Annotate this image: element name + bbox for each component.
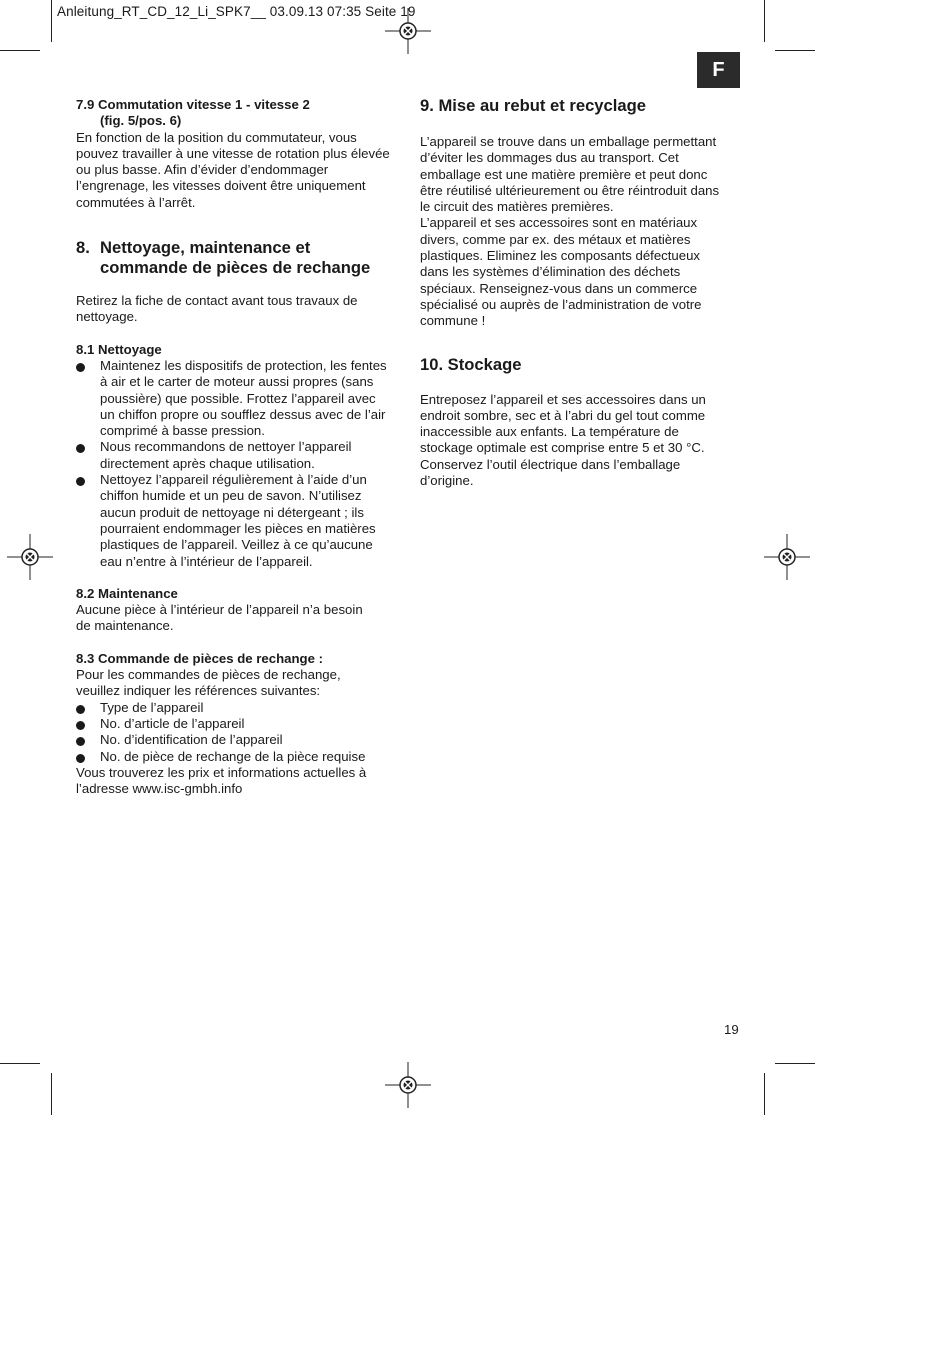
body-line: Type de l’appareil — [100, 699, 204, 715]
crop-mark — [775, 1063, 815, 1064]
body-line: l’adresse www.isc-gmbh.info — [76, 781, 243, 797]
registration-mark-icon — [764, 534, 810, 580]
bullet-icon — [76, 363, 85, 372]
body-line: chiffon humide et un peu de savon. N’utilisez — [100, 488, 362, 504]
bullet-icon — [76, 754, 85, 763]
registration-mark-icon — [385, 1062, 431, 1108]
body-line: Retirez la fiche de contact avant tous travaux de — [76, 293, 358, 309]
body-line: Nettoyez l’appareil régulièrement à l’aide d’un — [100, 472, 367, 488]
body-line: stockage optimale est comprise entre 5 et 30 °C. — [420, 440, 705, 456]
body-line: endroit sombre, sec et à l’abri du gel tout comme — [420, 407, 706, 423]
body-line: Maintenez les dispositifs de protection, les fentes — [100, 357, 387, 373]
body-line: poussière) que possible. Frottez l’appareil avec — [100, 390, 376, 406]
crop-mark — [51, 1073, 52, 1115]
file-info-header: Anleitung_RT_CD_12_Li_SPK7__ 03.09.13 07:35 Seite 19 — [57, 4, 416, 19]
list-item — [76, 358, 406, 439]
list-item — [76, 700, 406, 716]
crop-mark — [764, 0, 765, 42]
body-line: un chiffon propre ou soufflez dessus avec de l’air — [100, 406, 386, 422]
body-line: L’appareil se trouve dans un emballage permettant — [420, 134, 717, 149]
body-line: spéciaux. Renseignez-vous dans un commerce — [420, 280, 698, 296]
section-7-9-title-ref: (fig. 5/pos. 6) — [100, 113, 182, 129]
body-line: No. d’identification de l’appareil — [100, 732, 283, 748]
body-line: Pour les commandes de pièces de rechange, — [76, 667, 341, 683]
body-line: No. d’article de l’appareil — [100, 715, 245, 731]
body-line: Nous recommandons de nettoyer l’appareil — [100, 439, 352, 455]
list-item — [76, 472, 406, 570]
language-badge: F — [697, 52, 740, 88]
list-item — [76, 716, 406, 732]
body-line: d’origine. — [420, 473, 474, 489]
body-line: dans les systèmes d’élimination des déchets — [420, 264, 681, 280]
body-line: commutées à l’arrêt. — [76, 194, 196, 210]
body-line: En fonction de la position du commutateur, vous — [76, 129, 357, 145]
right-column — [420, 96, 750, 489]
section-title: commande de pièces de rechange — [100, 258, 371, 278]
body-line: aucun produit de nettoyage ni détergeant ; ils — [100, 504, 364, 520]
section-9-heading: 9. Mise au rebut et recyclage — [420, 96, 646, 115]
body-line: veuillez indiquer les références suivantes: — [76, 683, 321, 699]
bullet-icon — [76, 721, 85, 730]
body-line: comprimé à basse pression. — [100, 423, 265, 439]
body-line: ou plus basse. Afin d’évider d’endommager — [76, 162, 329, 178]
section-8-1-title: 8.1 Nettoyage — [76, 341, 162, 357]
section-8-3-title: 8.3 Commande de pièces de rechange : — [76, 650, 323, 666]
body-line: Vous trouverez les prix et informations actuelles à — [76, 764, 367, 780]
body-line: Aucune pièce à l’intérieur de l’appareil n’a besoin — [76, 602, 363, 618]
bullet-icon — [76, 477, 85, 486]
crop-mark — [0, 50, 40, 51]
body-line: L’appareil et ses accessoires sont en matériaux — [420, 215, 698, 231]
body-line: eau n’entre à l’intérieur de l’appareil. — [100, 553, 313, 569]
crop-mark — [764, 1073, 765, 1115]
crop-mark — [51, 0, 52, 42]
section-number: 8. — [76, 238, 90, 258]
section-7-9-title: 7.9 Commutation vitesse 1 - vitesse 2 — [76, 97, 310, 112]
bullet-icon — [76, 737, 85, 746]
body-line: être réutilisé ultérieurement ou être réintroduit dans — [420, 182, 720, 198]
body-line: à air et le carter de moteur aussi propres (sans — [100, 374, 374, 390]
body-line: commune ! — [420, 313, 486, 329]
body-line: plastiques de l’appareil. Veillez à ce qu’aucune — [100, 537, 373, 553]
section-8-2-title: 8.2 Maintenance — [76, 585, 178, 601]
body-line: pourraient endommager les pièces en matières — [100, 520, 376, 536]
section-10-heading: 10. Stockage — [420, 354, 522, 374]
list-item — [76, 732, 406, 748]
body-line: pouvez travailler à une vitesse de rotation plus élevée — [76, 145, 390, 161]
body-line: le circuit des matières premières. — [420, 199, 614, 215]
bullet-icon — [76, 444, 85, 453]
section-title: Nettoyage, maintenance et — [100, 238, 311, 258]
body-line: spécialisé ou auprès de l’administration de votre — [420, 296, 702, 312]
body-line: divers, comme par ex. des métaux et matières — [420, 231, 691, 247]
bullet-icon — [76, 705, 85, 714]
body-line: emballage est une matière première et peut donc — [420, 166, 708, 182]
body-line: d’éviter les dommages dus au transport. Cet — [420, 150, 679, 166]
body-line: nettoyage. — [76, 309, 138, 325]
body-line: No. de pièce de rechange de la pièce requise — [100, 748, 366, 764]
body-line: plastiques. Eliminez les composants défectueux — [420, 248, 701, 264]
body-line: de maintenance. — [76, 618, 174, 634]
left-column — [76, 97, 406, 797]
page-number: 19 — [724, 1022, 739, 1037]
list-item — [76, 439, 406, 472]
body-line: l’engrenage, les vitesses doivent être uniquement — [76, 178, 366, 194]
registration-mark-icon — [7, 534, 53, 580]
crop-mark — [775, 50, 815, 51]
body-line: Entreposez l’appareil et ses accessoires dans un — [420, 391, 706, 407]
body-line: inaccessible aux enfants. La température de — [420, 424, 679, 440]
section-8-heading — [76, 238, 406, 278]
body-line: Conservez l’outil électrique dans l’emballage — [420, 456, 681, 472]
crop-mark — [0, 1063, 40, 1064]
body-line: directement après chaque utilisation. — [100, 455, 315, 471]
list-item — [76, 749, 406, 765]
